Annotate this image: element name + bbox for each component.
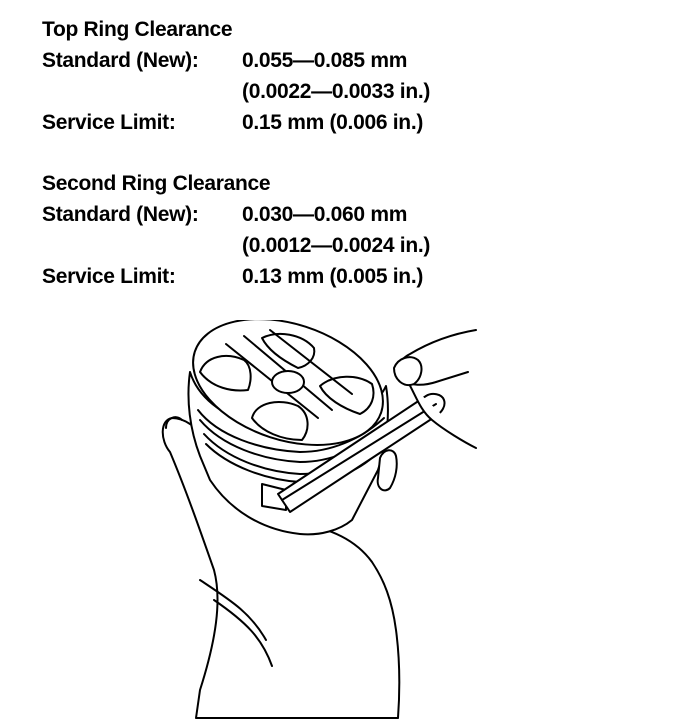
second-ring-standard-in-row — [42, 230, 430, 261]
second-ring-standard-label: Standard (New): — [42, 203, 199, 226]
left-thumb — [378, 450, 397, 490]
top-ring-clearance-spec — [42, 14, 430, 138]
top-ring-standard-mm: 0.055—0.085 mm — [242, 49, 408, 72]
right-thumb — [394, 357, 421, 385]
top-ring-standard-in-row — [42, 76, 430, 107]
top-ring-service-label: Service Limit: — [42, 111, 176, 134]
second-ring-clearance-spec — [42, 168, 430, 292]
second-ring-standard-row — [42, 199, 430, 230]
top-ring-standard-label: Standard (New): — [42, 49, 199, 72]
second-ring-service-label: Service Limit: — [42, 265, 176, 288]
second-ring-standard-in-spacer — [42, 230, 242, 261]
top-ring-heading: Top Ring Clearance — [42, 18, 233, 41]
top-ring-service-value: 0.15 mm (0.006 in.) — [242, 111, 424, 134]
top-ring-standard-in: (0.0022—0.0033 in.) — [242, 80, 431, 103]
top-ring-standard-row — [42, 45, 430, 76]
pin-boss — [272, 371, 304, 393]
second-ring-service-value: 0.13 mm (0.005 in.) — [242, 265, 424, 288]
second-ring-heading: Second Ring Clearance — [42, 172, 271, 195]
second-ring-service-row — [42, 261, 430, 292]
second-ring-standard-in: (0.0012—0.0024 in.) — [242, 234, 431, 257]
second-ring-standard-mm: 0.030—0.060 mm — [242, 203, 408, 226]
top-ring-standard-in-spacer — [42, 76, 242, 107]
top-ring-service-row — [42, 107, 430, 138]
piston-feeler-gauge-illustration — [140, 320, 480, 720]
